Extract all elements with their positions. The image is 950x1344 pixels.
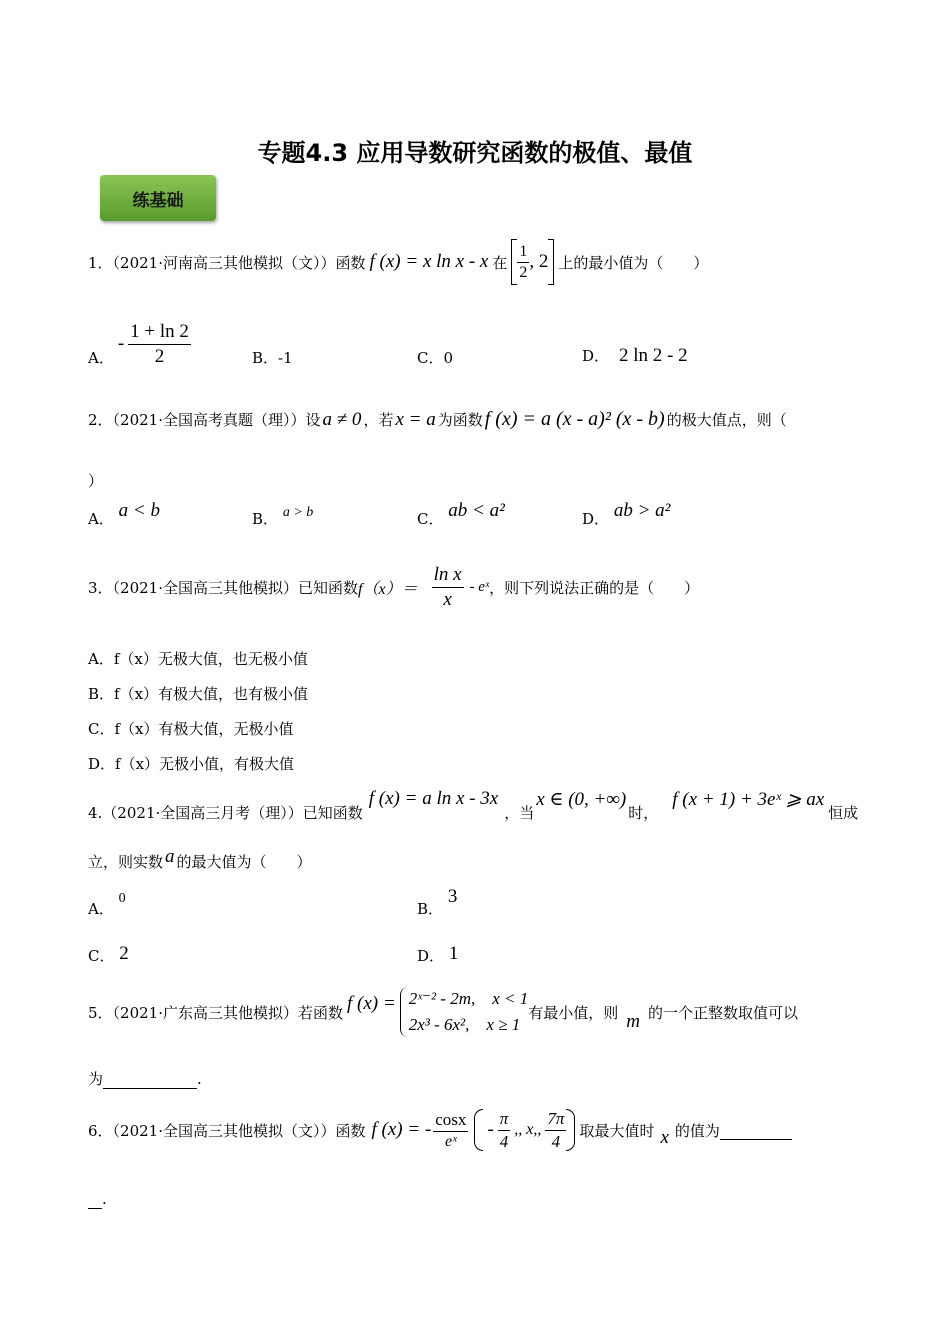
q1-option-a: A． - $\frac{1 + \ln 2}{2}$ <box>88 320 189 367</box>
q3-option-a: A．f（x）无极大值，也无极小值 <box>88 650 308 668</box>
question-2-stem: 2．（2021·全国高考真题（理））设 a ≠ 0 ，若 x = a 为函数 f (x) = a (x - a)² (x - b) 的极大值点，则（ <box>88 408 787 430</box>
left-brace-icon <box>400 987 409 1037</box>
question-1-stem: 1．（2021·河南高三其他模拟（文））函数 f (x) = x ln x - x 在 $\frac{1}{2}$ , 2 上的最小值为（ ） <box>88 236 708 288</box>
left-paren-icon <box>474 1109 483 1151</box>
q6-stem-line-2: . <box>88 1190 107 1209</box>
q5-stem-line-2: 为 . <box>88 1070 202 1088</box>
q3-option-c: C．f（x）有极大值，无极小值 <box>88 720 294 738</box>
question-5-stem: 5．（2021·广东高三其他模拟）若函数 f (x) = 2ˣ⁻² - 2m, x < 1 2x³ - 6x², x ≥ 1 有最小值，则 m 的一个正整数取值可以 <box>88 982 798 1042</box>
section-badge: 练基础 <box>100 175 216 221</box>
question-4-stem: 4.（2021·全国高三月考（理））已知函数 f (x) = a ln x - 3x ，当 x ∈ (0, +∞) 时， f (x + 1) + 3eˣ ⩾ ax 恒成 <box>88 788 859 822</box>
q5-answer-blank[interactable] <box>103 1070 197 1089</box>
q4-option-c: C． 2 <box>88 943 129 965</box>
q1-option-c: C．0 <box>417 349 454 367</box>
q2-option-d: D． ab > a² <box>582 500 671 528</box>
q2-stem-line-2: ） <box>88 472 104 490</box>
q4-option-b: B． 3 <box>417 886 458 918</box>
question-6-stem: 6．（2021·全国高三其他模拟（文））函数 f (x) = - $\frac{\cos x}{\text{eˣ}}$ - $\frac{\pi}{4}$ ,, x,, $\frac{7\pi}{4}$ 取最大值时 x 的值为 <box>88 1102 792 1158</box>
q2-option-c: C． ab < a² <box>417 500 505 528</box>
q6-answer-blank[interactable] <box>720 1121 792 1140</box>
q1-option-d: D． 2 ln 2 - 2 <box>582 345 688 366</box>
q2-option-b: B． a > b <box>252 505 314 528</box>
q2-function: f (x) = a (x - a)² (x - b) <box>484 408 665 430</box>
q5-piecewise: 2ˣ⁻² - 2m, x < 1 2x³ - 6x², x ≥ 1 <box>408 989 529 1034</box>
q4-option-d: D． 1 <box>417 943 459 965</box>
right-bracket-icon <box>548 239 554 285</box>
q3-option-d: D．f（x）无极小值，有极大值 <box>88 755 295 773</box>
q4-option-a: A． 0 <box>88 891 126 918</box>
q2-option-a: A． a < b <box>88 500 160 528</box>
q1-function: f (x) = x ln x - x <box>369 251 489 272</box>
q6-answer-blank-continued[interactable] <box>88 1190 102 1209</box>
right-paren-icon <box>566 1109 575 1151</box>
q3-option-b: B．f（x）有极大值，也有极小值 <box>88 685 309 703</box>
q1-option-b: B．-1 <box>252 349 293 367</box>
page-title: 专题4.3 应用导数研究函数的极值、最值 <box>257 139 693 167</box>
q4-function: f (x) = a ln x - 3x <box>368 788 499 809</box>
q4-stem-line-2: 立，则实数 a 的最大值为（ ） <box>88 846 312 871</box>
question-3-stem: 3．（2021·全国高三其他模拟）已知函数 f（x）＝ $\frac{\text{ln x}}{x}$ - eˣ ，则下列说法正确的是（ ） <box>88 563 700 610</box>
